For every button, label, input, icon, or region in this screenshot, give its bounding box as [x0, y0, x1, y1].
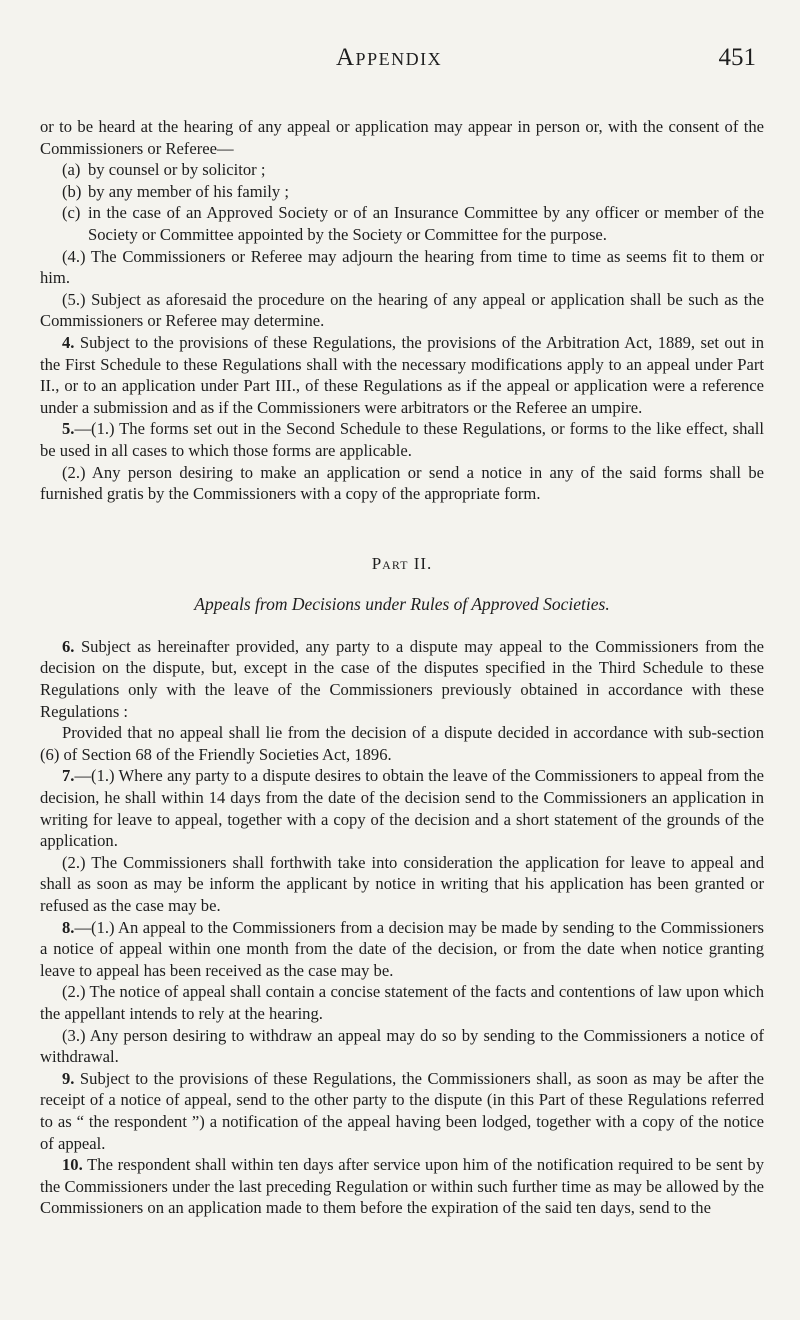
- regulation-5-1: [40, 418, 764, 461]
- part-subheading: Appeals from Decisions under Rules of Approved Societies.: [194, 594, 610, 615]
- regulation-5-1-text: —(1.) The forms set out in the Second Schedule to these Regulations, or forms to the like effect, shall be used in all cases to which those forms are applicable.: [40, 419, 764, 460]
- regulation-9-text: Subject to the provisions of these Regulations, the Commissioners shall, as soon as may be after the receipt of a notice of appeal, send to the other party to the dispute (in this Part of these Regulations referred to as “ the respondent ”) a notification of the appeal having been lodged, together with a copy of the notice of appeal.: [40, 1068, 764, 1153]
- running-head-title: Appendix: [336, 44, 443, 71]
- running-head: [0, 44, 800, 84]
- regulation-4-number: 4.: [62, 332, 75, 352]
- subsection-5: (5.) Subject as aforesaid the procedure on the hearing of any appeal or application shall be such as the Commissioners or Referee may determine.: [40, 289, 764, 331]
- page-number: 451: [718, 44, 756, 71]
- regulation-6-number: 6.: [62, 636, 75, 656]
- regulation-4-text: Subject to the provisions of these Regulations, the provisions of the Arbitration Act, 1889, set out in the First Schedule to these Regulations shall with the necessary modifications apply to an appeal under Part II., or to an application under Part III., of these Regulations as if the appeal or application were a reference under a submission and as if the Commissioners were arbitrators or the Referee an umpire.: [40, 332, 764, 417]
- list-text-b: by any member of his family ;: [88, 181, 289, 201]
- regulation-7-number: 7.: [62, 766, 75, 786]
- regulation-5-2: (2.) Any person desiring to make an application or send a notice in any of the said forms shall be furnished gratis by the Commissioners with a copy of the appropriate form.: [40, 462, 764, 504]
- regulation-9-number: 9.: [62, 1068, 75, 1088]
- regulation-7-2: (2.) The Commissioners shall forthwith take into consideration the application for leave to appeal and shall as soon as may be inform the applicant by notice in writing that his application has been granted or refused as the case may be.: [40, 852, 764, 915]
- regulation-6-text: Subject as hereinafter provided, any party to a dispute may appeal to the Commissioners from the decision on the dispute, but, except in the case of the disputes specified in the Third Schedule to these Regulations only with the leave of the Commissioners previously obtained in accordance with these Regulations :: [40, 636, 764, 721]
- regulation-10-number: 10.: [62, 1155, 83, 1175]
- list-label-a: (a): [62, 160, 81, 180]
- list-text-a: by counsel or by solicitor ;: [88, 160, 266, 180]
- regulation-9: [40, 1068, 764, 1154]
- regulation-10: [40, 1154, 764, 1219]
- regulation-6-proviso: Provided that no appeal shall lie from the decision of a dispute decided in accordance with sub-section (6) of Section 68 of the Friendly Societies Act, 1896.: [40, 723, 764, 764]
- list-item-b: [40, 181, 764, 203]
- list-item-c: [40, 202, 764, 245]
- list-label-c: (c): [62, 203, 81, 223]
- regulation-7-1-text: —(1.) Where any party to a dispute desires to obtain the leave of the Commissioners to appeal from the decision, he shall within 14 days from the date of the decision send to the Commissioners an application in writing for leave to appeal, together with a copy of the decision and a short statement of the grounds of the application.: [40, 766, 764, 851]
- regulation-8-3: (3.) Any person desiring to withdraw an appeal may do so by sending to the Commissioners a notice of withdrawal.: [40, 1025, 764, 1067]
- regulation-8-number: 8.: [62, 917, 75, 937]
- list-label-b: (b): [62, 181, 82, 201]
- subsection-4: (4.) The Commissioners or Referee may adjourn the hearing from time to time as seems fit to them or him.: [40, 246, 764, 288]
- body-text: [40, 116, 764, 1219]
- regulation-4: [40, 332, 764, 418]
- regulation-10-text: The respondent shall within ten days after service upon him of the notification required to be sent by the Commissioners under the last preceding Regulation or within such further time as may be allowed by the Commissioners on an application made to them before the expiration of the said ten days, send to the: [40, 1155, 764, 1218]
- list-text-c: in the case of an Approved Society or of an Insurance Committee by any officer or member of the Society or Committee appointed by the Society or Committee for the purpose.: [88, 203, 764, 244]
- regulation-8-1-text: —(1.) An appeal to the Commissioners from a decision may be made by sending to the Commissioners a notice of appeal within one month from the date of the decision, or from the date when notice granting leave to appeal has been received as the case may be.: [40, 917, 764, 980]
- regulation-8-2: (2.) The notice of appeal shall contain a concise statement of the facts and contentions of law upon which the appellant intends to rely at the hearing.: [40, 982, 764, 1023]
- regulation-8-1: [40, 917, 764, 982]
- part-heading: Part II.: [371, 553, 433, 573]
- regulation-5-number: 5.: [62, 419, 75, 439]
- regulation-6: [40, 636, 764, 722]
- paragraph-continuation: or to be heard at the hearing of any appeal or application may appear in person or, with the consent of the Commissioners or Referee—: [40, 117, 764, 158]
- regulation-7-1: [40, 765, 764, 851]
- list-item-a: [40, 159, 764, 181]
